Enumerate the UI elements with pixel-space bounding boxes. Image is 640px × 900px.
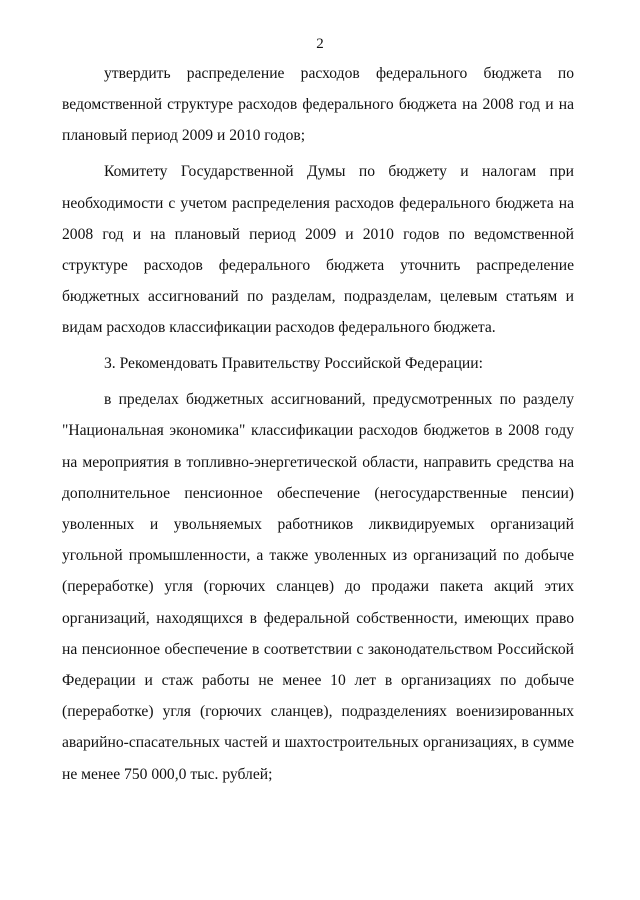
paragraph-recommendation-heading: 3. Рекомендовать Правительству Российской Федерации: (104, 355, 483, 373)
paragraph-approve-distribution: утвердить распределение расходов федерального бюджета по ведомственной структуре расходов федерального бюджета на 2008 год и на плановый период 2009 и 2010 годов; (62, 65, 574, 145)
paragraph-pension-funding: в пределах бюджетных ассигнований, предусмотренных по разделу "Национальная экономика" классификации расходов бюджетов в 2008 году на мероприятия в топливно-энергетической области, направить средства на дополнительное пенсионное обеспечение (негосударственные пенсии) уволенных и увольняемых работников ликвидируемых организаций угольной промышленности, а также уволенных из организаций по добыче (переработке) угля (горючих сланцев) до продажи пакета акций этих организаций, находящихся в федеральной собственности, имеющих право на пенсионное обеспечение в соответствии с законодательством Российской Федерации и стаж работы не менее 10 лет в организациях по добыче (переработке) угля (горючих сланцев), подразделениях военизированных аварийно-спасательных частей и шахтостроительных организациях, в сумме не менее 750 000,0 тыс. рублей; (62, 391, 574, 783)
page-number: 2 (316, 36, 324, 52)
paragraph-duma-committee: Комитету Государственной Думы по бюджету и налогам при необходимости с учетом распределения расходов федерального бюджета на 2008 год и на плановый период 2009 и 2010 годов по ведомственной структуре расходов федерального бюджета уточнить распределение бюджетных ассигнований по разделам, подразделам, целевым статьям и видам расходов классификации расходов федерального бюджета. (62, 163, 574, 337)
document-body (62, 58, 574, 794)
